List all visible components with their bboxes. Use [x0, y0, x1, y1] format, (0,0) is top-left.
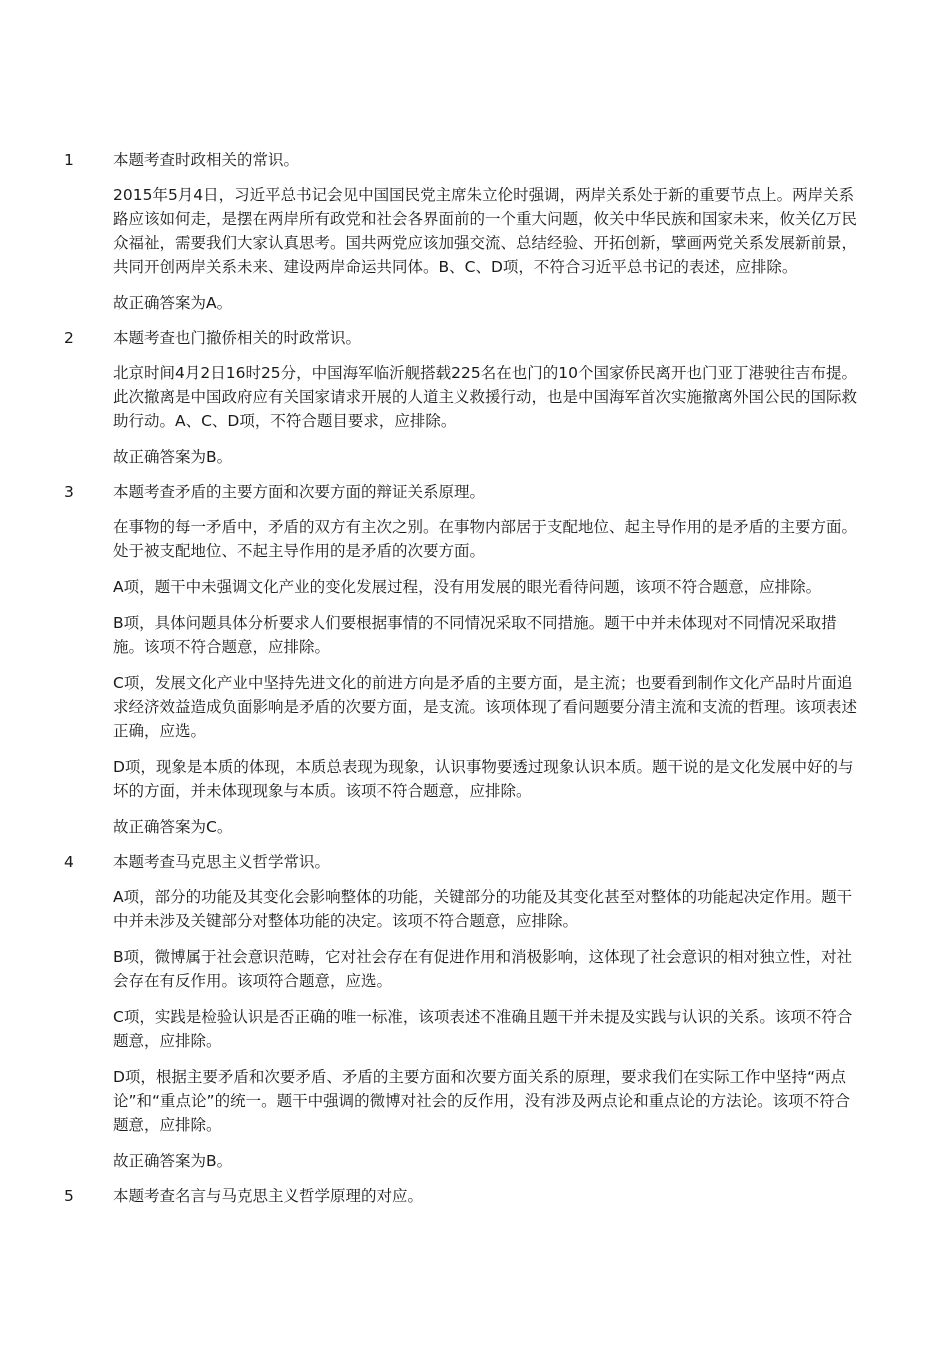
- question-topic: 本题考查马克思主义哲学常识。: [113, 853, 331, 871]
- question-header: [0, 850, 950, 874]
- question-header: [0, 1184, 950, 1208]
- option-analysis-a: A项，题干中未强调文化产业的变化发展过程，没有用发展的眼光看待问题，该项不符合题意，应排除。: [113, 578, 822, 596]
- explanation-paragraph: 在事物的每一矛盾中，矛盾的双方有主次之别。在事物内部居于支配地位、起主导作用的是矛盾的主要方面。处于被支配地位、不起主导作用的是矛盾的次要方面。: [113, 518, 858, 560]
- question-header: [0, 480, 950, 504]
- answer-line: 故正确答案为B。: [113, 448, 233, 466]
- option-analysis-a: A项，部分的功能及其变化会影响整体的功能，关键部分的功能及其变化甚至对整体的功能起决定作用。题干中并未涉及关键部分对整体功能的决定。该项不符合题意，应排除。: [113, 888, 853, 930]
- question-item: [0, 850, 950, 1173]
- question-header: [0, 148, 950, 172]
- answer-line: 故正确答案为B。: [113, 1152, 233, 1170]
- option-analysis-d: D项，根据主要矛盾和次要矛盾、矛盾的主要方面和次要方面关系的原理，要求我们在实际工作中坚持“两点论”和“重点论”的统一。题干中强调的微博对社会的反作用，没有涉及两点论和重点论的方法论。该项不符合题意，应排除。: [113, 1068, 851, 1134]
- answer-line: 故正确答案为A。: [113, 294, 233, 312]
- question-item: [0, 1184, 950, 1208]
- question-item: [0, 480, 950, 839]
- question-item: [0, 148, 950, 315]
- option-analysis-c: C项，发展文化产业中坚持先进文化的前进方向是矛盾的主要方面，是主流；也要看到制作文化产品时片面追求经济效益造成负面影响是矛盾的次要方面，是支流。该项体现了看问题要分清主流和支流的哲理。该项表述正确，应选。: [113, 674, 858, 740]
- question-number: 1: [64, 151, 74, 169]
- question-number: 2: [64, 329, 74, 347]
- question-number: 3: [64, 483, 74, 501]
- question-topic: 本题考查时政相关的常识。: [113, 151, 300, 169]
- question-topic: 本题考查也门撤侨相关的时政常识。: [113, 329, 362, 347]
- option-analysis-b: B项，具体问题具体分析要求人们要根据事情的不同情况采取不同措施。题干中并未体现对不同情况采取措施。该项不符合题意，应排除。: [113, 614, 837, 656]
- question-number: 5: [64, 1187, 74, 1205]
- question-item: [0, 326, 950, 469]
- question-topic: 本题考查名言与马克思主义哲学原理的对应。: [113, 1187, 424, 1205]
- explanation-paragraph: 2015年5月4日，习近平总书记会见中国国民党主席朱立伦时强调，两岸关系处于新的重要节点上。两岸关系路应该如何走，是摆在两岸所有政党和社会各界面前的一个重大问题，攸关中华民族和国家未来，攸关亿万民众福祉，需要我们大家认真思考。国共两党应该加强交流、总结经验、开拓创新，擘画两党关系发展新前景，共同开创两岸关系未来、建设两岸命运共同体。B、C、D项，不符合习近平总书记的表述，应排除。: [113, 186, 858, 276]
- question-number: 4: [64, 853, 74, 871]
- answer-line: 故正确答案为C。: [113, 818, 233, 836]
- question-topic: 本题考查矛盾的主要方面和次要方面的辩证关系原理。: [113, 483, 486, 501]
- option-analysis-c: C项，实践是检验认识是否正确的唯一标准，该项表述不准确且题干并未提及实践与认识的关系。该项不符合题意，应排除。: [113, 1008, 853, 1050]
- option-analysis-d: D项，现象是本质的体现，本质总表现为现象，认识事物要透过现象认识本质。题干说的是文化发展中好的与坏的方面，并未体现现象与本质。该项不符合题意，应排除。: [113, 758, 854, 800]
- option-analysis-b: B项，微博属于社会意识范畴，它对社会存在有促进作用和消极影响，这体现了社会意识的相对独立性，对社会存在有反作用。该项符合题意，应选。: [113, 948, 853, 990]
- answer-explanations: [0, 148, 950, 1219]
- question-header: [0, 326, 950, 350]
- explanation-paragraph: 北京时间4月2日16时25分，中国海军临沂舰搭载225名在也门的10个国家侨民离开也门亚丁港驶往吉布提。此次撤离是中国政府应有关国家请求开展的人道主义救援行动，也是中国海军首次实施撤离外国公民的国际救助行动。A、C、D项，不符合题目要求，应排除。: [113, 364, 858, 430]
